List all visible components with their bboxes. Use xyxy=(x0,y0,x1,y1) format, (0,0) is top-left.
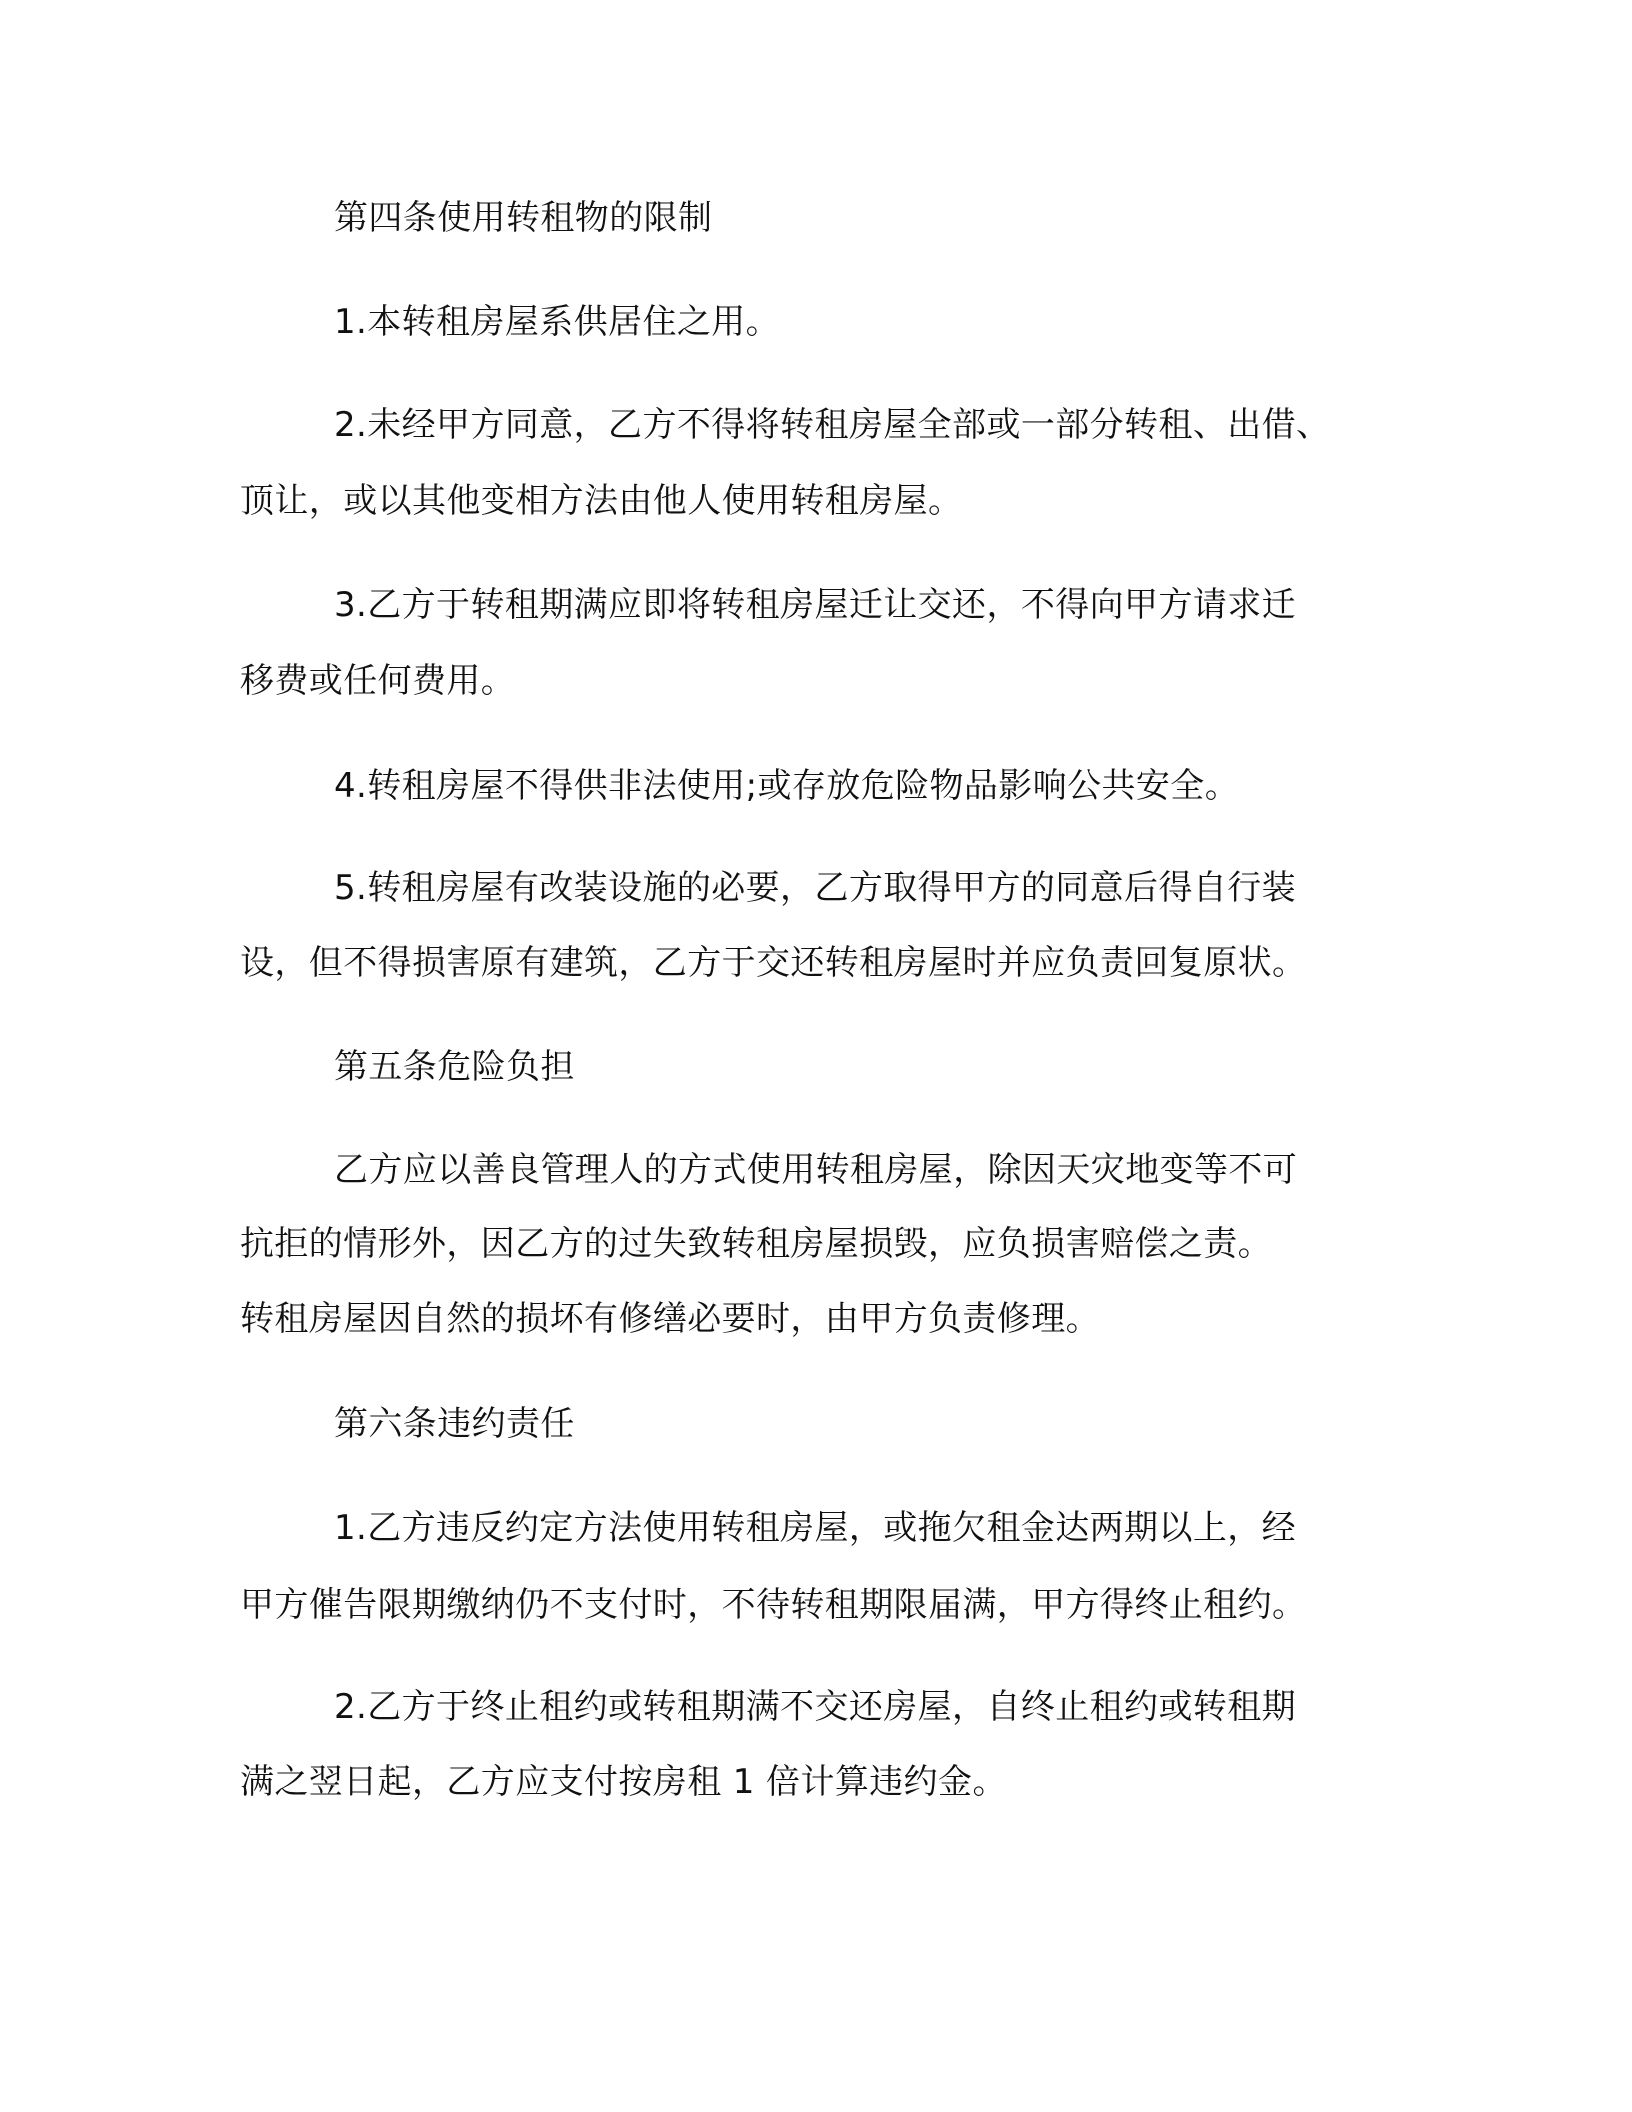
paragraph-line: 移费或任何费用。 xyxy=(240,661,516,701)
paragraph-line: 设，但不得损害原有建筑，乙方于交还转租房屋时并应负责回复原状。 xyxy=(240,943,1307,983)
paragraph-line: 1.乙方违反约定方法使用转租房屋，或拖欠租金达两期以上，经 xyxy=(334,1508,1297,1548)
paragraph-line: 甲方催告限期缴纳仍不支付时，不待转租期限届满，甲方得终止租约。 xyxy=(240,1585,1307,1625)
paragraph-line: 2.乙方于终止租约或转租期满不交还房屋，自终止租约或转租期 xyxy=(334,1687,1297,1727)
paragraph-line: 2.未经甲方同意，乙方不得将转租房屋全部或一部分转租、出借、 xyxy=(334,405,1331,445)
section-heading-5: 第五条危险负担 xyxy=(334,1047,575,1087)
section-heading-4: 第四条使用转租物的限制 xyxy=(334,198,713,238)
paragraph-line: 乙方应以善良管理人的方式使用转租房屋，除因天灾地变等不可 xyxy=(334,1150,1298,1190)
paragraph-line: 转租房屋因自然的损坏有修缮必要时，由甲方负责修理。 xyxy=(240,1299,1100,1339)
paragraph-line: 3.乙方于转租期满应即将转租房屋迁让交还，不得向甲方请求迁 xyxy=(334,585,1297,625)
paragraph-line: 满之翌日起，乙方应支付按房租 1 倍计算违约金。 xyxy=(240,1762,1007,1802)
section-heading-6: 第六条违约责任 xyxy=(334,1404,575,1444)
paragraph-line: 1.本转租房屋系供居住之用。 xyxy=(334,302,781,342)
paragraph-line: 5.转租房屋有改装设施的必要，乙方取得甲方的同意后得自行装 xyxy=(334,868,1297,908)
paragraph-line: 抗拒的情形外，因乙方的过失致转租房屋损毁，应负损害赔偿之责。 xyxy=(240,1224,1272,1264)
paragraph-line: 顶让，或以其他变相方法由他人使用转租房屋。 xyxy=(240,481,963,521)
paragraph-line: 4.转租房屋不得供非法使用;或存放危险物品影响公共安全。 xyxy=(334,766,1240,806)
